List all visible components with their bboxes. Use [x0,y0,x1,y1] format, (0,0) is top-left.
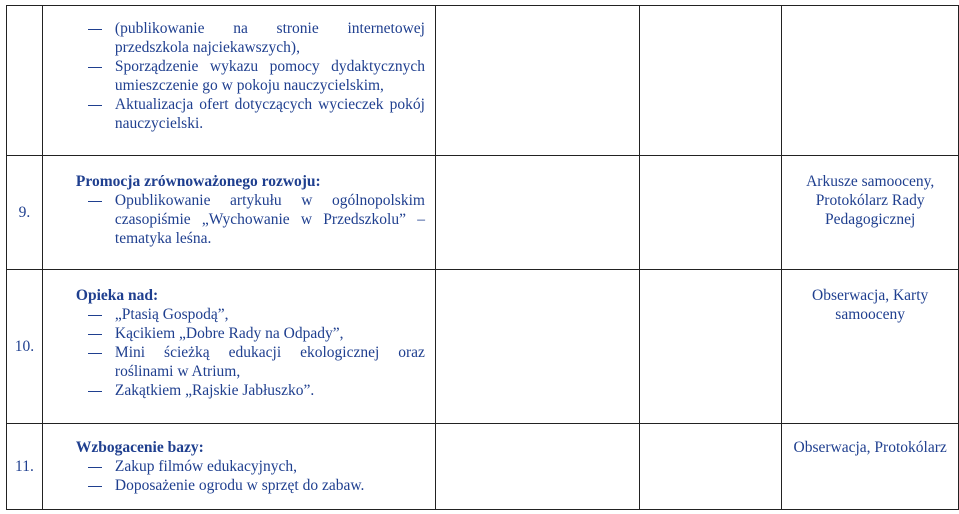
task-description-cell [42,6,435,156]
empty-cell [639,270,781,424]
task-list-item: Mini ścieżką edukacji ekologicznej oraz roślinami w Atrium, [76,343,425,381]
task-description-cell [42,424,435,510]
empty-cell [639,156,781,270]
empty-cell [435,6,639,156]
tools-cell [782,6,959,156]
row-number-cell [7,424,43,510]
empty-cell [639,424,781,510]
task-heading: Wzbogacenie bazy: [75,439,204,456]
tools-text: Obserwacja, Protokólarz [793,439,947,456]
tools-cell [782,424,959,510]
row-number: 9. [18,203,31,221]
tools-cell [782,156,959,270]
task-list-item: Doposażenie ogrodu w sprzęt do zabaw. [76,476,425,495]
task-heading: Promocja zrównoważonego rozwoju: [75,173,321,190]
task-description-cell [42,156,435,270]
task-list-item: Kącikiem „Dobre Rady na Odpady”, [76,324,425,343]
task-description-cell [42,270,435,424]
tools-text: Obserwacja, Karty samooceny [812,287,929,323]
task-list-item: (publikowanie na stronie internetowej przedszkola najciekawszych), [76,19,425,57]
row-number-cell [7,156,43,270]
table-row-10 [7,270,959,424]
tools-cell [782,270,959,424]
task-list-item: Sporządzenie wykazu pomocy dydaktycznych umieszczenie go w pokoju nauczycielskim, [76,57,425,95]
task-heading: Opieka nad: [75,287,159,304]
row-number: 11. [15,457,34,475]
tools-text: Arkusze samooceny, Protokólarz Rady Pedagogicznej [806,173,935,228]
task-list-item: „Ptasią Gospodą”, [76,305,425,324]
empty-cell [639,6,781,156]
activities-table [6,5,959,510]
table-row-11 [7,424,959,510]
empty-cell [435,156,639,270]
task-list-item: Opublikowanie artykułu w ogólnopolskim czasopiśmie „Wychowanie w Przedszkolu” – tematyka leśna. [76,191,425,248]
table-row-continuation [7,6,959,156]
task-list-item: Aktualizacja ofert dotyczących wycieczek pokój nauczycielski. [76,95,425,133]
row-number-cell [7,270,43,424]
row-number-cell [7,6,43,156]
empty-cell [435,424,639,510]
row-number: 10. [14,337,35,355]
empty-cell [435,270,639,424]
task-list-item: Zakątkiem „Rajskie Jabłuszko”. [76,381,425,400]
table-row-9 [7,156,959,270]
task-list-item: Zakup filmów edukacyjnych, [76,457,425,476]
